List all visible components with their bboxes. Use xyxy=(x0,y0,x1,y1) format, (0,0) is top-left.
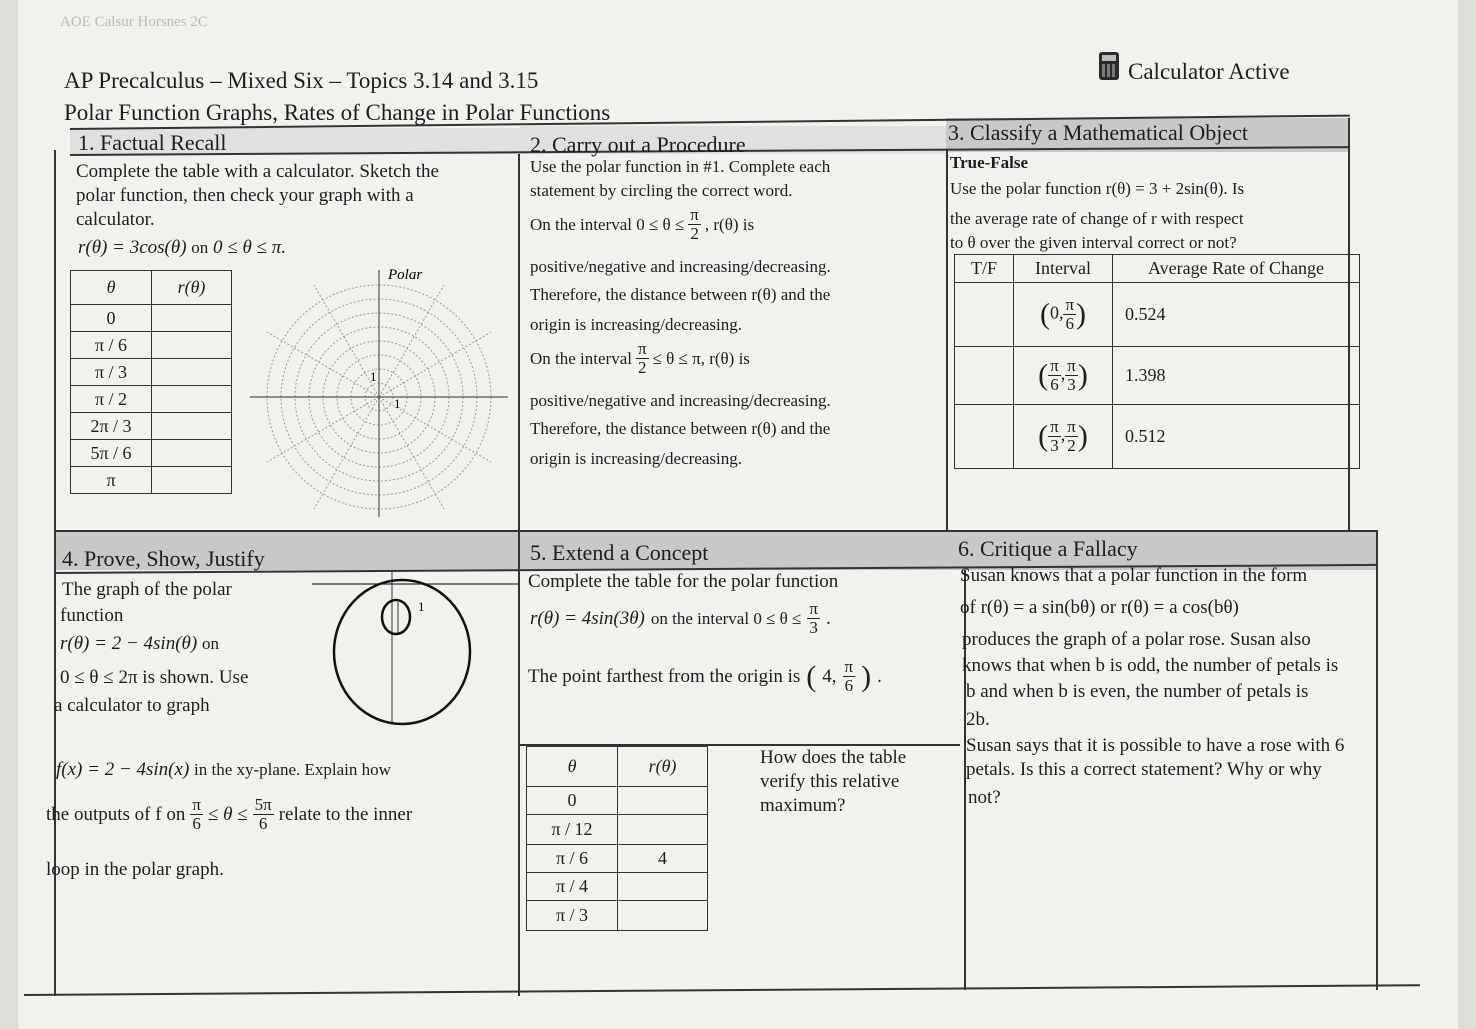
s3-text-2: the average rate of change of r with respect xyxy=(950,209,1244,228)
s3-interval-cell: ( $\frac{\pi}{3}$ , $\frac{\pi}{2}$ ) xyxy=(1014,405,1113,469)
s4-frac-2-den: 6 xyxy=(258,814,268,833)
s5-theta-cell: π / 6 xyxy=(527,845,618,873)
s5-question-3: maximum? xyxy=(760,795,846,816)
s3-interval-b-den: 6 xyxy=(1065,314,1074,333)
s1-r-cell[interactable] xyxy=(152,440,232,467)
s2-intro-1: Use the polar function in #1. Complete each xyxy=(530,157,831,176)
s3-subheading: True-False xyxy=(950,153,1029,172)
s4-text-4: in the xy-plane. Explain how xyxy=(194,760,391,779)
s1-r-cell[interactable] xyxy=(152,386,232,413)
s1-r-cell[interactable] xyxy=(152,359,232,386)
col-divider-2a xyxy=(946,150,948,530)
s2-q1-frac-den: 2 xyxy=(690,224,699,243)
s2-heading: 2. Carry out a Procedure xyxy=(530,132,746,157)
s2-q1-choice-2[interactable]: origin is increasing/decreasing. xyxy=(530,315,742,334)
s5-table-header-r: r(θ) xyxy=(648,756,677,776)
s3-rate-cell: 0.512 xyxy=(1113,405,1360,469)
s1-heading: 1. Factual Recall xyxy=(78,130,227,155)
s3-interval-cell: (0, $\frac{\pi}{6}$ ) xyxy=(1014,283,1113,347)
s2-q1-line xyxy=(530,206,754,243)
s4-text-2: function xyxy=(60,605,124,626)
s1-polar-grid xyxy=(246,262,512,520)
s3-interval-b-num: π xyxy=(1065,295,1075,314)
s3-interval-a-num: π xyxy=(1050,356,1059,375)
s6-text-7: Susan says that it is possible to have a rose with 6 xyxy=(966,735,1345,756)
s5-question-1: How does the table xyxy=(760,747,907,768)
s3-tf-cell[interactable] xyxy=(955,405,1014,469)
s5-r-cell[interactable] xyxy=(618,901,708,931)
s4-graph-tick: 1 xyxy=(418,599,425,614)
s1-function-line xyxy=(78,236,286,260)
s4-frac-1 xyxy=(190,796,203,833)
s4-frac-2-num: 5π xyxy=(254,795,272,814)
s3-interval-a-den: 3 xyxy=(1050,436,1059,455)
s1-on-word: on xyxy=(191,238,209,257)
s3-interval-a-num: π xyxy=(1050,417,1059,436)
s4-text-1: The graph of the polar xyxy=(62,579,232,600)
s1-theta-cell: π / 3 xyxy=(71,359,152,386)
s1-table xyxy=(70,270,232,494)
s4-frac-2 xyxy=(253,796,274,833)
s5-point-num: π xyxy=(844,657,854,676)
s5-point-frac xyxy=(843,658,856,695)
s1-text-2: polar function, then check your graph with a xyxy=(76,185,414,206)
s1-table-header-r: r(θ) xyxy=(177,277,206,297)
calculator-active-label: Calculator Active xyxy=(1128,59,1290,84)
s3-text-3: to θ over the given interval correct or not? xyxy=(950,233,1237,252)
s3-interval-b-num: π xyxy=(1067,356,1076,375)
s5-point-den: 6 xyxy=(844,676,854,695)
s1-interval: 0 ≤ θ ≤ π. xyxy=(213,237,286,258)
s6-text-3: produces the graph of a polar rose. Susan also xyxy=(962,629,1311,650)
s2-q2-suffix: ≤ θ ≤ π, r(θ) is xyxy=(652,348,750,368)
s1-theta-cell: 5π / 6 xyxy=(71,440,152,467)
s5-function: r(θ) = 4sin(3θ) xyxy=(530,607,645,629)
s3-text-1: Use the polar function r(θ) = 3 + 2sin(θ). Is xyxy=(950,179,1245,198)
s1-r-cell[interactable] xyxy=(152,305,232,332)
s5-theta-cell: π / 4 xyxy=(527,873,618,901)
s6-text-6: 2b. xyxy=(966,709,990,730)
s2-q2-frac-den: 2 xyxy=(638,358,647,377)
s5-r-cell[interactable] xyxy=(618,873,708,901)
s2-q2-prefix: On the interval xyxy=(530,348,632,368)
s3-header-rate: Average Rate of Change xyxy=(1113,255,1360,283)
s6-text-9: not? xyxy=(968,787,1001,808)
s5-theta-cell: 0 xyxy=(527,787,618,815)
s5-point-text: The point farthest from the origin is xyxy=(528,665,801,687)
s1-theta-cell: π / 6 xyxy=(71,332,152,359)
s5-r-cell[interactable] xyxy=(618,787,708,815)
s3-heading: 3. Classify a Mathematical Object xyxy=(948,120,1248,145)
s5-theta-cell: π / 3 xyxy=(527,901,618,931)
s1-text-1: Complete the table with a calculator. Sketch the xyxy=(76,161,439,182)
s3-interval-b-num: π xyxy=(1067,417,1076,436)
s4-fx-line xyxy=(56,758,391,782)
s4-on-word: on xyxy=(201,634,219,653)
s3-interval-b-den: 3 xyxy=(1067,375,1076,394)
s4-function: r(θ) = 2 − 4sin(θ) xyxy=(60,633,198,654)
s5-r-cell[interactable] xyxy=(618,815,708,845)
s3-rate-cell: 1.398 xyxy=(1113,347,1360,405)
s5-text-1: Complete the table for the polar function xyxy=(528,571,839,592)
col-divider-1 xyxy=(518,154,520,996)
s3-tf-cell[interactable] xyxy=(955,283,1014,347)
s5-theta-cell: π / 12 xyxy=(527,815,618,845)
s2-q1-frac-num: π xyxy=(690,205,699,224)
s1-theta-cell: π / 2 xyxy=(71,386,152,413)
s4-frac-1-den: 6 xyxy=(192,814,201,833)
s3-interval-a: 0, xyxy=(1049,302,1064,323)
s5-table xyxy=(526,746,708,931)
s6-text-8: petals. Is this a correct statement? Why or why xyxy=(966,759,1322,780)
s4-frac-1-num: π xyxy=(192,795,201,814)
s1-theta-cell: 0 xyxy=(71,305,152,332)
s1-r-cell[interactable] xyxy=(152,467,232,494)
s5-frac xyxy=(807,600,820,637)
s3-interval-a-den: 6 xyxy=(1050,375,1059,394)
s1-table-header-theta: θ xyxy=(106,277,116,297)
s2-q2-text-2: Therefore, the distance between r(θ) and the xyxy=(530,419,831,438)
s6-heading: 6. Critique a Fallacy xyxy=(958,536,1138,561)
s3-header-tf: T/F xyxy=(955,255,1014,283)
s3-interval-b-den: 2 xyxy=(1067,436,1076,455)
s4-text-5-prefix: the outputs of f on xyxy=(46,803,186,825)
s2-q1-fraction xyxy=(688,206,701,243)
s5-r-cell[interactable]: 4 xyxy=(618,845,708,873)
s1-r-cell[interactable] xyxy=(152,413,232,440)
s4-text-3: a calculator to graph xyxy=(54,695,210,716)
s2-q2-choice-2[interactable]: origin is increasing/decreasing. xyxy=(530,449,742,468)
s4-function-line xyxy=(60,632,219,656)
s6-text-4: knows that when b is odd, the number of petals is xyxy=(962,655,1339,676)
s2-q1-choice-1[interactable]: positive/negative and increasing/decreasing. xyxy=(530,257,831,276)
s1-r-cell[interactable] xyxy=(152,332,232,359)
s4-heading: 4. Prove, Show, Justify xyxy=(62,546,265,571)
s2-intro-2: statement by circling the correct word. xyxy=(530,181,793,200)
s4-text-5-line xyxy=(46,796,412,833)
s1-text-3: calculator. xyxy=(76,209,155,230)
s6-text-1: Susan knows that a polar function in the form xyxy=(960,565,1308,586)
s2-q2-fraction xyxy=(636,340,649,377)
s1-graph-tick-x: 1 xyxy=(394,396,401,411)
s3-rate-cell: 0.524 xyxy=(1113,283,1360,347)
s1-theta-cell: π xyxy=(71,467,152,494)
s5-frac-num: π xyxy=(809,599,818,618)
s3-header-interval: Interval xyxy=(1014,255,1113,283)
right-border-bottom xyxy=(1376,530,1378,990)
s2-q1-prefix: On the interval 0 ≤ θ ≤ xyxy=(530,214,685,234)
s5-frac-den: 3 xyxy=(809,618,818,637)
s2-q1-text-2: Therefore, the distance between r(θ) and the xyxy=(530,285,831,304)
calculator-icon xyxy=(1099,52,1119,80)
s1-function: r(θ) = 3cos(θ) xyxy=(78,237,187,258)
s5-heading: 5. Extend a Concept xyxy=(530,540,709,565)
faint-name-bleed: AOE Calsur Horsnes 2C xyxy=(60,14,208,30)
s1-graph-label: Polar xyxy=(388,267,423,283)
s5-table-header-theta: θ xyxy=(567,756,577,776)
s1-graph-tick-y: 1 xyxy=(370,369,377,384)
s5-point-line: The point farthest from the origin is ( 4, $\frac{\pi}{6}$ ) . xyxy=(528,657,882,695)
s4-mid: ≤ θ ≤ xyxy=(207,803,248,825)
s4-fx: f(x) = 2 − 4sin(x) xyxy=(56,759,190,780)
s3-tf-cell[interactable] xyxy=(955,347,1014,405)
s5-function-line: r(θ) = 4sin(3θ) on the interval 0 ≤ θ ≤ $\frac{\pi}{3}$ . xyxy=(530,599,831,637)
s1-theta-cell: 2π / 3 xyxy=(71,413,152,440)
s5-interval-prefix: on the interval 0 ≤ θ ≤ xyxy=(650,608,802,628)
s5-point-a: 4, xyxy=(822,665,837,687)
s2-q1-suffix: , r(θ) is xyxy=(704,214,755,234)
s4-polar-graph xyxy=(312,568,518,726)
s4-interval: 0 ≤ θ ≤ 2π is shown. Use xyxy=(60,667,249,688)
s6-text-2: of r(θ) = a sin(bθ) or r(θ) = a cos(bθ) xyxy=(960,597,1239,618)
s2-q2-frac-num: π xyxy=(637,339,647,358)
worksheet-subtitle: Polar Function Graphs, Rates of Change in Polar Functions xyxy=(64,100,611,125)
worksheet-title: AP Precalculus – Mixed Six – Topics 3.14 and 3.15 xyxy=(64,68,539,93)
s4-text-6: loop in the polar graph. xyxy=(46,859,224,880)
s6-text-5: b and when b is even, the number of petals is xyxy=(966,681,1309,702)
row-divider-top xyxy=(54,530,1378,532)
s3-interval-cell: ( $\frac{\pi}{6}$ , $\frac{\pi}{3}$ ) xyxy=(1014,347,1113,405)
s5-question-2: verify this relative xyxy=(760,771,900,792)
s2-q2-choice-1[interactable]: positive/negative and increasing/decreasing. xyxy=(530,391,831,410)
s4-text-5-suffix: relate to the inner xyxy=(278,803,413,825)
s2-q2-line xyxy=(530,340,750,377)
s3-table xyxy=(954,254,1360,469)
